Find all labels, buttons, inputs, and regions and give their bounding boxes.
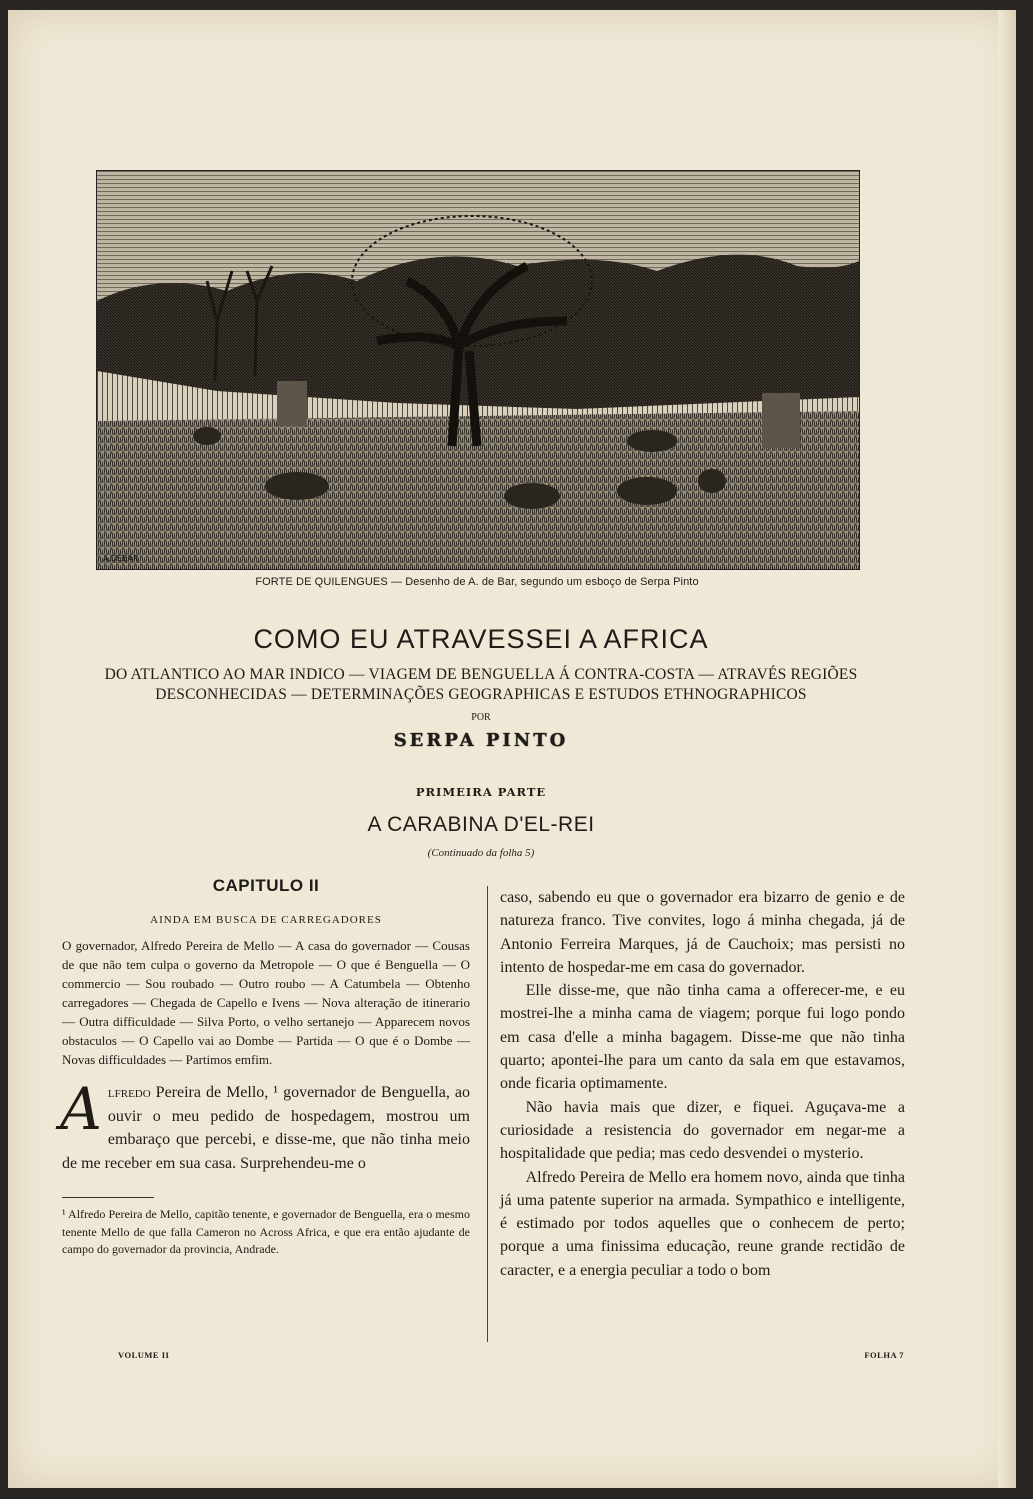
fort-engraving — [97, 171, 859, 569]
engraver-signature: A.DEBAR — [103, 554, 139, 563]
subtitle-line-1: DO ATLANTICO AO MAR INDICO — VIAGEM DE BENGUELLA Á CONTRA-COSTA — ATRAVÉS REGIÕES — [104, 666, 858, 683]
footnote-rule — [62, 1197, 154, 1198]
page — [8, 10, 1016, 1488]
paragraph: Alfredo Pereira de Mello era homem novo, ainda que tinha já uma patente superior na armada. Sympathico e intelligente, é estimado por todos aquelles que o conhecem de perto; porque a uma finissima educação, reune grande rectidão de caracter, e a energia peculiar a todo o bom — [500, 1168, 905, 1279]
paragraph: Elle disse-me, que não tinha cama a offerecer-me, e eu mostrei-lhe a minha cama de viagem; porque fui logo pondo em casa d'elle a minha bagagem. Disse-me que não tinha quarto; apontei-lhe para um canto da sala em que estavamos, onde ficaria optimamente. — [500, 982, 905, 1093]
part-heading: PRIMEIRA PARTE — [415, 785, 547, 799]
paragraph: caso, sabendo eu que o governador era bizarro de genio e de natureza franco. Tive convites, logo á minha chegada, já de Antonio Ferreira Marques, já de Cauchoix; mas persisti no intento de hospedar-me em casa do governador. — [500, 889, 905, 976]
column-divider — [487, 886, 488, 1342]
opening-paragraph — [60, 1075, 470, 1175]
paragraph: Não havia mais que dizer, e fiquei. Aguçava-me a curiosidade a resistencia do governador em negar-me a hospitalidade que pedia; mas cedo desvendei o mysterio. — [500, 1098, 905, 1163]
section-title: A CARABINA D'EL-REI — [367, 813, 595, 836]
by-label: POR — [471, 712, 491, 723]
engraving-illustration — [96, 170, 860, 570]
volume-label: VOLUME II — [118, 1350, 170, 1360]
chapter-summary: O governador, Alfredo Pereira de Mello — A casa do governador — Cousas de que não tem culpa o governo da Metropole — O que é Benguella — O commercio — Sou roubado — Outro roubo — A Catumbela — Obtenho carregadores — Chegada de Capello e Ivens — Nova alteração de itinerario — Outra difficuldade — Silva Porto, o velho sertanejo — Apparecem novos obstaculos — O Capello vai ao Dombe — Partida — O que é o Dombe — Novas difficuldades — Partimos emfim. — [62, 938, 470, 1067]
figure-caption: FORTE DE QUILENGUES — Desenho de A. de Bar, segundo um esboço de Serpa Pinto — [255, 576, 699, 588]
left-column — [62, 876, 470, 1259]
continuation-note: (Continuado da folha 5) — [427, 847, 535, 859]
right-column — [500, 886, 905, 1282]
sheet-label: FOLHA 7 — [864, 1350, 904, 1360]
drop-cap: A — [60, 1075, 102, 1143]
chapter-subtitle: AINDA EM BUSCA DE CARREGADORES — [150, 914, 382, 926]
footnote: ¹ Alfredo Pereira de Mello, capitão tenente, e governador de Benguella, era o mesmo tenente Mello de que falla Cameron no Across Africa, e que era então ajudante de campo do governador da provincia, Andrade. — [62, 1207, 470, 1256]
subtitle-line-2: DESCONHECIDAS — DETERMINAÇÕES GEOGRAPHICAS E ESTUDOS ETHNOGRAPHICOS — [155, 686, 807, 703]
page-gutter — [998, 10, 1016, 1488]
opening-small-caps: lfredo — [107, 1084, 151, 1101]
author-name: SERPA PINTO — [393, 730, 569, 751]
chapter-title: CAPITULO II — [212, 876, 320, 895]
opening-text: Pereira de Mello, ¹ governador de Benguella, ao ouvir o meu pedido de hospedagem, mostrou um embaraço que percebi, e disse-me, que não tinha meio de me receber em sua casa. Surprehendeu-me o — [62, 1084, 470, 1172]
book-title: COMO EU ATRAVESSEI A AFRICA — [253, 624, 709, 654]
